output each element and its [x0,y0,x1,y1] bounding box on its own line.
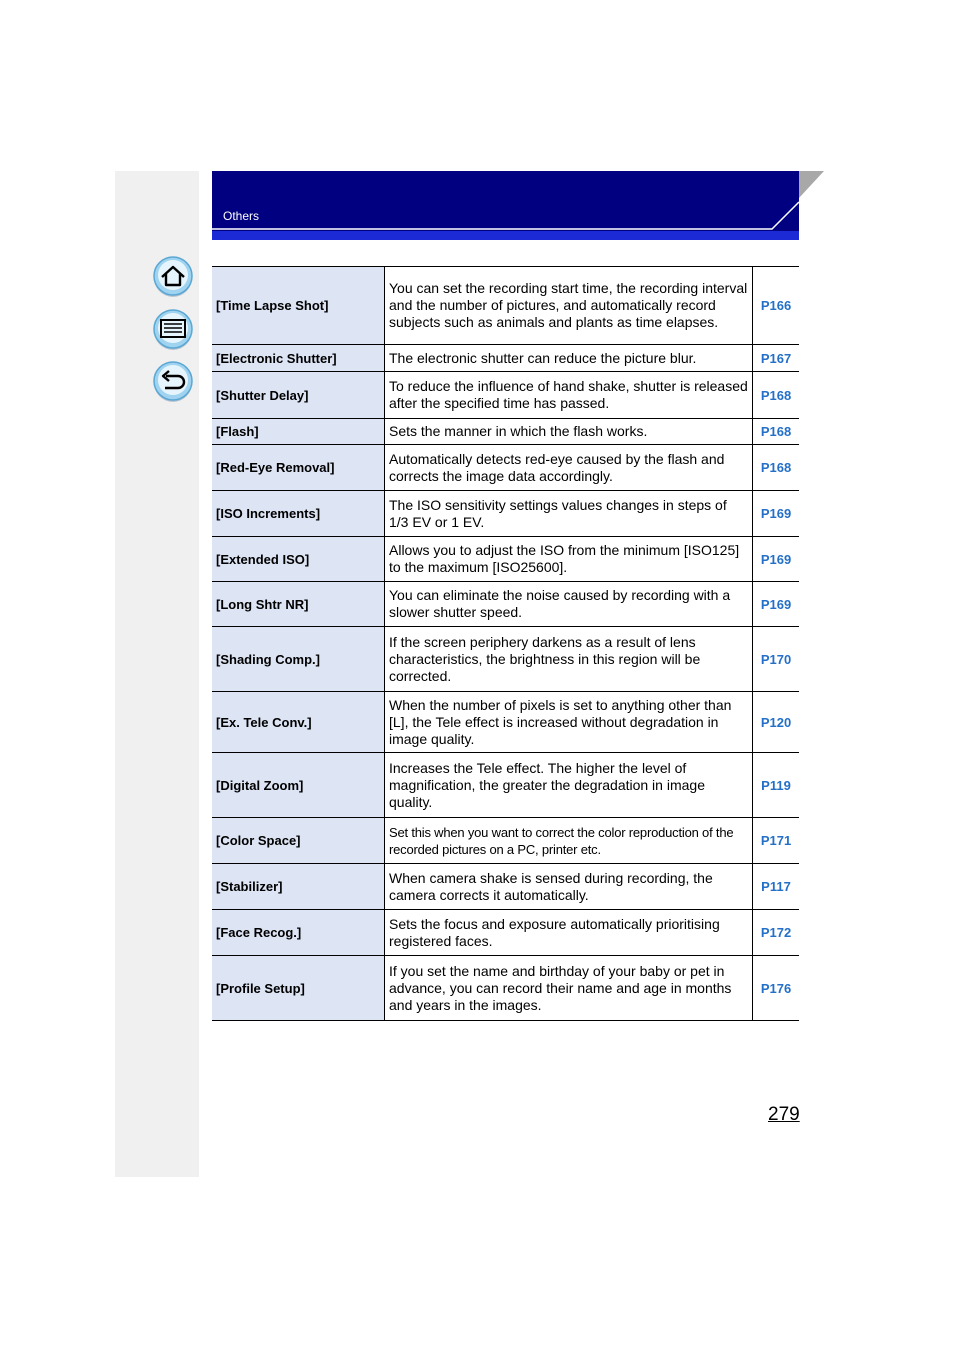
page-reference-link[interactable]: P169 [753,491,800,537]
back-icon [152,361,194,403]
table-row [212,491,799,537]
table-row [212,627,799,692]
table-row [212,445,799,491]
table-row [212,582,799,627]
page-reference-link[interactable]: P117 [753,864,800,910]
setting-description: Sets the manner in which the flash works. [385,419,753,445]
setting-name: [Digital Zoom] [212,753,385,818]
page-reference-link[interactable]: P166 [753,267,800,345]
page-reference-link[interactable]: P169 [753,582,800,627]
page-reference-link[interactable]: P171 [753,818,800,864]
setting-name: [Stabilizer] [212,864,385,910]
menu-list-icon [152,309,194,351]
table-row [212,956,799,1021]
setting-name: [Time Lapse Shot] [212,267,385,345]
home-icon [152,256,194,298]
setting-description: Automatically detects red-eye caused by the flash and corrects the image data accordingly. [385,445,753,491]
setting-name: [Extended ISO] [212,537,385,582]
setting-name: [ISO Increments] [212,491,385,537]
setting-description: Set this when you want to correct the color reproduction of the recorded pictures on a PC, printer etc. [385,818,753,864]
setting-name: [Electronic Shutter] [212,345,385,372]
settings-table [212,266,799,1021]
setting-description: Allows you to adjust the ISO from the minimum [ISO125] to the maximum [ISO25600]. [385,537,753,582]
setting-description: You can set the recording start time, the recording interval and the number of pictures, and automatically record subjects such as animals and plants as time elapses. [385,267,753,345]
setting-name: [Flash] [212,419,385,445]
setting-description: When camera shake is sensed during recording, the camera corrects it automatically. [385,864,753,910]
setting-description: Sets the focus and exposure automatically prioritising registered faces. [385,910,753,956]
header-banner [212,171,824,240]
page-reference-link[interactable]: P169 [753,537,800,582]
table-row [212,419,799,445]
menu-button[interactable] [152,309,194,351]
page-reference-link[interactable]: P168 [753,372,800,419]
setting-name: [Red-Eye Removal] [212,445,385,491]
table-row [212,345,799,372]
table-row [212,692,799,753]
section-title: Others [223,209,260,223]
back-button[interactable] [152,361,194,403]
table-row [212,267,799,345]
setting-description: If the screen periphery darkens as a result of lens characteristics, the brightness in this region will be corrected. [385,627,753,692]
setting-name: [Ex. Tele Conv.] [212,692,385,753]
table-row [212,537,799,582]
setting-name: [Long Shtr NR] [212,582,385,627]
setting-description: The ISO sensitivity settings values changes in steps of 1/3 EV or 1 EV. [385,491,753,537]
setting-description: The electronic shutter can reduce the picture blur. [385,345,753,372]
table-row [212,910,799,956]
table-row [212,753,799,818]
page-number: 279 [768,1104,800,1125]
setting-description: If you set the name and birthday of your baby or pet in advance, you can record their name and age in months and years in the images. [385,956,753,1021]
page-reference-link[interactable]: P170 [753,627,800,692]
setting-description: To reduce the influence of hand shake, shutter is released after the specified time has passed. [385,372,753,419]
page-reference-link[interactable]: P176 [753,956,800,1021]
table-row [212,818,799,864]
setting-description: Increases the Tele effect. The higher the level of magnification, the greater the degradation in image quality. [385,753,753,818]
section-header [212,171,799,240]
home-button[interactable] [152,256,194,298]
page-reference-link[interactable]: P167 [753,345,800,372]
setting-description: You can eliminate the noise caused by recording with a slower shutter speed. [385,582,753,627]
setting-name: [Shutter Delay] [212,372,385,419]
setting-name: [Color Space] [212,818,385,864]
setting-name: [Profile Setup] [212,956,385,1021]
table-row [212,864,799,910]
page-reference-link[interactable]: P120 [753,692,800,753]
page-reference-link[interactable]: P168 [753,445,800,491]
setting-description: When the number of pixels is set to anything other than [L], the Tele effect is increased without degradation in image quality. [385,692,753,753]
page-reference-link[interactable]: P119 [753,753,800,818]
page-reference-link[interactable]: P168 [753,419,800,445]
setting-name: [Face Recog.] [212,910,385,956]
table-row [212,372,799,419]
setting-name: [Shading Comp.] [212,627,385,692]
page-reference-link[interactable]: P172 [753,910,800,956]
